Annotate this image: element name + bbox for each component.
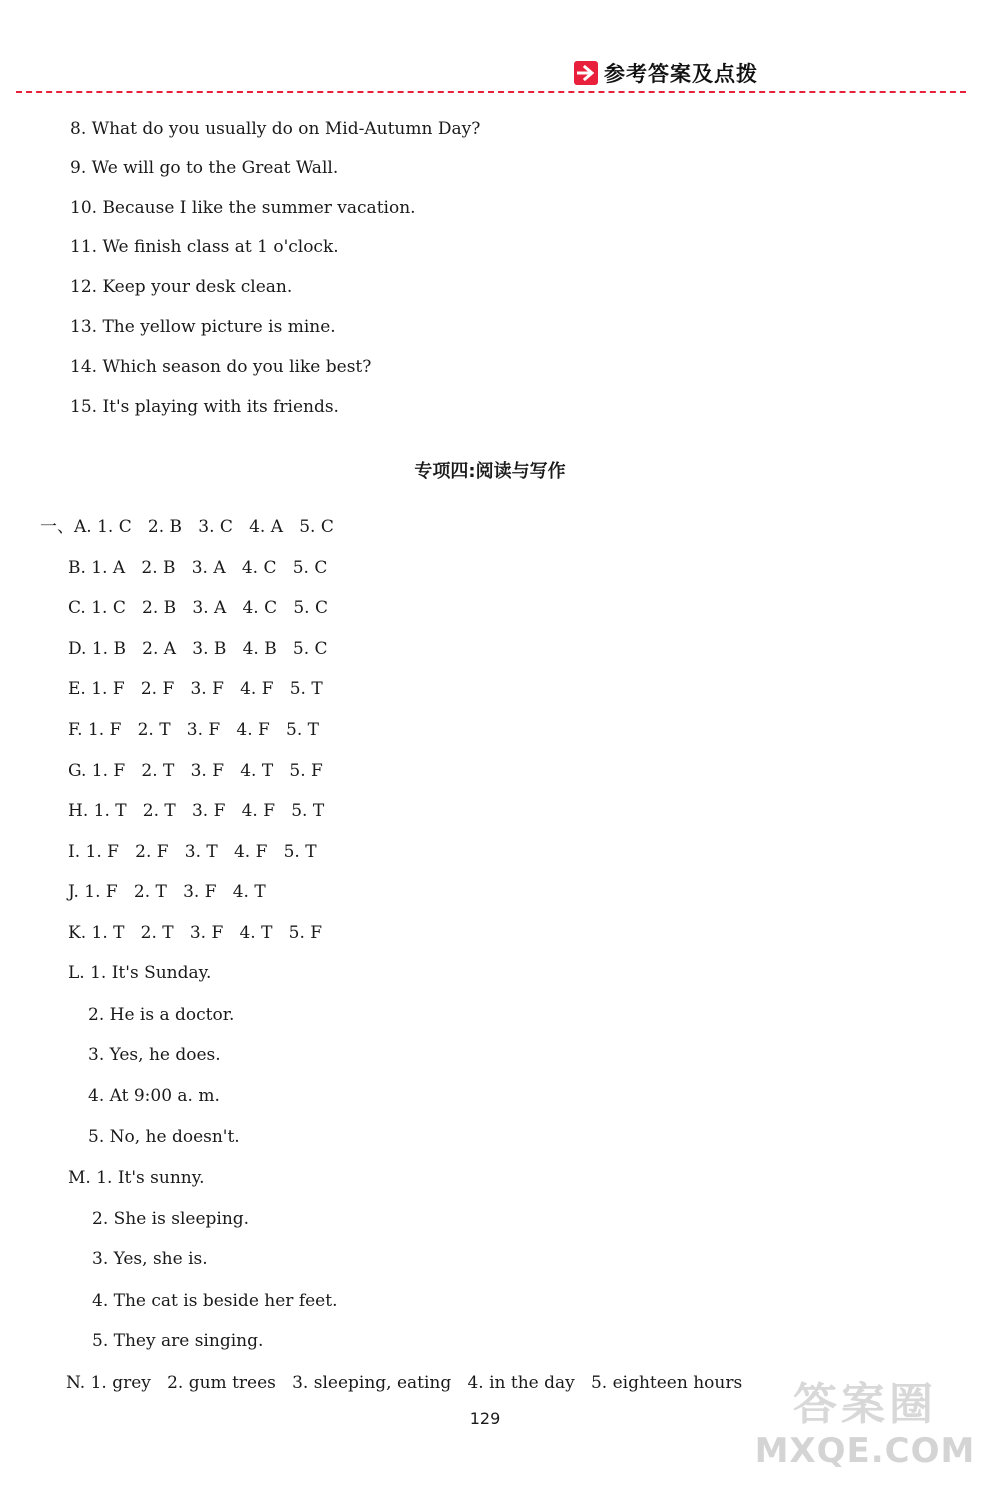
watermark-logo: [750, 1379, 980, 1479]
answer-line: J. 1. F 2. T 3. F 4. T: [68, 882, 266, 902]
answer-line: 5. No, he doesn't.: [88, 1127, 240, 1147]
answer-line: 11. We finish class at 1 o'clock.: [70, 237, 339, 257]
answer-line: F. 1. F 2. T 3. F 4. F 5. T: [68, 720, 319, 740]
answer-line: 15. It's playing with its friends.: [70, 397, 339, 417]
watermark-bottom-text: MXQE.COM: [754, 1431, 976, 1471]
page-number: 129: [469, 1409, 501, 1428]
answer-line: C. 1. C 2. B 3. A 4. C 5. C: [68, 598, 328, 618]
answer-line: 10. Because I like the summer vacation.: [70, 198, 416, 218]
answer-line: 3. Yes, he does.: [88, 1045, 221, 1065]
answer-line: 13. The yellow picture is mine.: [70, 317, 336, 337]
header-divider: [16, 91, 966, 93]
section-title: 专项四:阅读与写作: [414, 461, 566, 482]
answer-line: 4. The cat is beside her feet.: [92, 1291, 338, 1311]
answer-line: I. 1. F 2. F 3. T 4. F 5. T: [68, 842, 317, 862]
header-title: 参考答案及点拨: [604, 62, 758, 86]
answer-line: 一、A. 1. C 2. B 3. C 4. A 5. C: [40, 517, 334, 537]
answer-line: 14. Which season do you like best?: [70, 357, 372, 377]
arrow-right-icon: [574, 61, 598, 85]
answer-line: B. 1. A 2. B 3. A 4. C 5. C: [68, 558, 328, 578]
answer-line: 12. Keep your desk clean.: [70, 277, 293, 297]
page-header: [574, 58, 758, 88]
answer-line: 2. She is sleeping.: [92, 1209, 250, 1229]
answer-line: H. 1. T 2. T 3. F 4. F 5. T: [68, 801, 325, 821]
answer-line: 8. What do you usually do on Mid-Autumn Day?: [70, 119, 481, 139]
answer-line: M. 1. It's sunny.: [68, 1168, 205, 1188]
answer-line: 2. He is a doctor.: [88, 1005, 235, 1025]
answer-line: 5. They are singing.: [92, 1331, 264, 1351]
answer-line: D. 1. B 2. A 3. B 4. B 5. C: [68, 639, 328, 659]
answer-line: 3. Yes, she is.: [92, 1249, 208, 1269]
answer-line: G. 1. F 2. T 3. F 4. T 5. F: [68, 761, 323, 781]
answer-line: 4. At 9:00 a. m.: [88, 1086, 220, 1106]
answer-line: N. 1. grey 2. gum trees 3. sleeping, eating 4. in the day 5. eighteen hours: [66, 1373, 743, 1393]
answer-line: L. 1. It's Sunday.: [68, 963, 212, 983]
answer-line: K. 1. T 2. T 3. F 4. T 5. F: [68, 923, 323, 943]
watermark-top-text: 答案圈: [793, 1379, 937, 1430]
answer-line: 9. We will go to the Great Wall.: [70, 158, 339, 178]
answer-line: E. 1. F 2. F 3. F 4. F 5. T: [68, 679, 323, 699]
